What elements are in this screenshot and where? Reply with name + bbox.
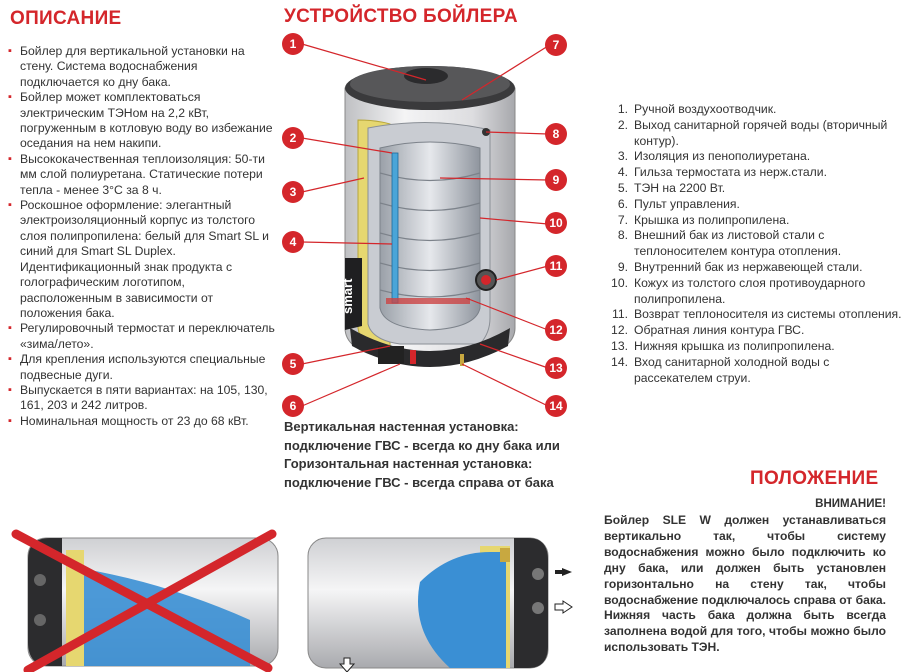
list-item: 1. Ручной воздухоотводчик. — [617, 102, 777, 116]
callout-14 — [545, 395, 567, 417]
callout-13 — [545, 357, 567, 379]
description-heading: ОПИСАНИЕ — [10, 8, 122, 29]
list-item: ▪ Высококачественная теплоизоляция: 50-ти мм слой полиуретана. Статические потери тепла - менее 3°С за 8 ч. — [8, 152, 276, 198]
list-item: 11. Возврат теплоносителя из системы отопления. — [611, 307, 902, 322]
callout-2 — [282, 127, 304, 149]
callout-11 — [545, 255, 567, 277]
callout-3 — [282, 181, 304, 203]
svg-text:6: 6 — [289, 399, 297, 413]
list-item: 2. Выход санитарной горячей воды (вторичный контур). — [617, 117, 888, 148]
list-item: ▪ Для крепления используются специальные подвесные дуги. — [8, 352, 276, 383]
list-item: 3. Изоляция из пенополиуретана. — [617, 149, 811, 164]
list-item: 14. Вход санитарной холодной воды с рассекателем струи. — [611, 354, 830, 385]
svg-text:11: 11 — [549, 259, 563, 273]
arrow-right-outline-icon — [555, 601, 572, 613]
svg-text:2: 2 — [289, 131, 297, 145]
svg-text:9: 9 — [552, 173, 560, 187]
svg-text:7: 7 — [552, 38, 560, 52]
svg-text:13: 13 — [549, 361, 563, 375]
list-item: 7. Крышка из полипропилена. — [617, 212, 790, 227]
installation-caption: Вертикальная настенная установка: подключение ГВС - всегда ко дну бака или Горизонтальная настенная установка: подключение ГВС - всегда справа от бака — [284, 419, 560, 490]
list-item: ▪ Бойлер для вертикальной установки на стену. Система водоснабжения подключается ко дну бака. — [8, 44, 276, 90]
list-item: ▪ Номинальная мощность от 23 до 68 кВт. — [8, 414, 276, 429]
callout-1 — [282, 33, 304, 55]
list-item: ▪ Роскошное оформление: элегантный электроизоляционный корпус из толстого слоя полипропилена: белый для Smart SL и синий для Smart SL Duplex. Идентификационный знак продукта с голографическим логотипом, расположенным в зависимости от положения бака. — [8, 198, 276, 321]
callout-4 — [282, 231, 304, 253]
svg-text:4: 4 — [289, 235, 297, 249]
position-heading: ПОЛОЖЕНИЕ — [750, 468, 879, 489]
arrow-right-icon — [555, 568, 572, 576]
list-item: ▪ Бойлер может комплектоваться электрическим ТЭНом на 2,2 кВт, погруженным в котловую воду во избежание оседания на нем накипи. — [8, 90, 276, 152]
correct-horizontal-installation-illustration — [300, 522, 590, 672]
list-item: 5. ТЭН на 2200 Вт. — [617, 180, 726, 195]
svg-text:8: 8 — [552, 127, 560, 141]
svg-text:1: 1 — [289, 37, 297, 51]
svg-text:14: 14 — [549, 399, 563, 413]
svg-text:12: 12 — [549, 323, 563, 337]
callout-10 — [545, 212, 567, 234]
list-item: ▪ Регулировочный термостат и переключатель «зима/лето». — [8, 321, 276, 352]
svg-text:3: 3 — [289, 185, 297, 199]
list-item: 10. Кожух из толстого слоя противоударного полипропилена. — [611, 275, 866, 306]
callout-9 — [545, 169, 567, 191]
wrong-horizontal-installation-illustration — [10, 520, 282, 672]
svg-text:10: 10 — [549, 216, 563, 230]
list-item: 6. Пульт управления. — [617, 196, 740, 211]
callout-5 — [282, 353, 304, 375]
parts-list — [604, 102, 904, 386]
boiler-cutaway-illustration — [280, 28, 580, 418]
callout-8 — [545, 123, 567, 145]
brand-logo: smart — [340, 278, 355, 314]
device-heading: УСТРОЙСТВО БОЙЛЕРА — [284, 6, 518, 27]
warning-text: Бойлер SLE W должен устанавливаться вертикально так, чтобы систему водоснабжения можно было подключить ко дну бака, или должен быть установлен горизонтально на стену так, чтобы водоснабжение подключалось справа от бака. Нижняя часть бака должна быть всегда заполнена водой для того, чтобы можно было использовать ТЭН. — [604, 513, 886, 655]
list-item: ▪ Выпускается в пяти вариантах: на 105, 130, 161, 203 и 242 литров. — [8, 383, 276, 414]
list-item: 12. Обратная линия контура ГВС. — [611, 323, 805, 338]
description-list — [8, 44, 276, 429]
callout-6 — [282, 395, 304, 417]
svg-text:5: 5 — [289, 357, 297, 371]
list-item: 9. Внутренний бак из нержавеющей стали. — [617, 259, 863, 274]
callout-7 — [545, 34, 567, 56]
list-item: 8. Внешний бак из листовой стали с теплоносителем контура отопления. — [617, 228, 842, 259]
list-item: 13. Нижняя крышка из полипропилена. — [611, 338, 835, 353]
list-item: 4. Гильза термостата из нерж.стали. — [617, 165, 827, 180]
callout-12 — [545, 319, 567, 341]
warning-title: ВНИМАНИЕ! — [815, 498, 886, 510]
